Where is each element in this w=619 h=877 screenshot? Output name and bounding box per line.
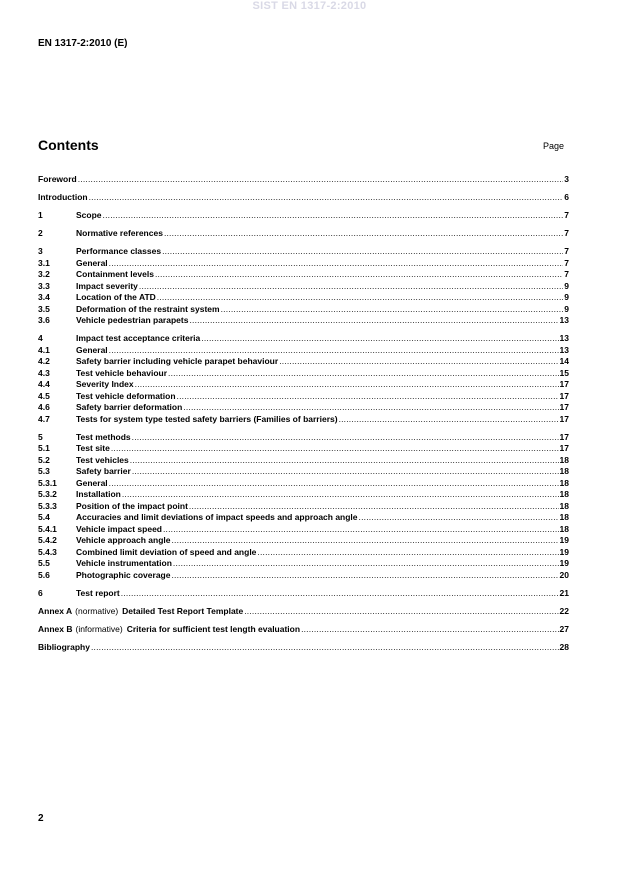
toc-entry-3-4[interactable] <box>38 292 569 304</box>
toc-number: 4 <box>38 333 43 343</box>
leader-dots <box>103 210 564 222</box>
toc-number: 5.4 <box>38 512 50 522</box>
toc-title: Performance classes <box>76 246 162 256</box>
leader-dots <box>173 558 559 570</box>
toc-title: Normative references <box>76 228 163 238</box>
toc-annex-note: (informative) <box>75 623 123 634</box>
toc-number: 6 <box>38 587 43 598</box>
document-reference: EN 1317-2:2010 (E) <box>38 38 128 49</box>
toc-page: 19 <box>559 558 569 568</box>
leader-dots <box>163 524 559 536</box>
leader-dots <box>168 368 559 380</box>
leader-dots <box>109 258 564 270</box>
toc-page: 17 <box>559 402 569 412</box>
contents-title: Contents <box>38 137 99 153</box>
toc-page: 17 <box>559 390 569 401</box>
leader-dots <box>279 356 558 368</box>
toc-page: 19 <box>559 535 569 545</box>
toc-page: 9 <box>564 303 569 314</box>
leader-dots <box>130 455 559 467</box>
toc-number: 4.4 <box>38 379 50 389</box>
toc-title: Impact test acceptance criteria <box>76 333 201 343</box>
leader-dots <box>177 391 559 403</box>
toc-page: 20 <box>559 569 569 580</box>
toc-page: 18 <box>559 500 569 511</box>
toc-entry-4-4[interactable] <box>38 379 569 391</box>
toc-number: 4.1 <box>38 344 50 355</box>
toc-entry-3-6[interactable] <box>38 315 569 327</box>
leader-dots <box>109 345 559 357</box>
page-column-label: Page <box>543 141 565 151</box>
toc-page: 18 <box>559 466 569 476</box>
toc-entry-3[interactable] <box>38 246 569 258</box>
leader-dots <box>91 642 559 654</box>
toc-entry-6[interactable] <box>38 588 569 600</box>
toc-page: 21 <box>559 587 569 598</box>
toc-page: 27 <box>559 623 569 634</box>
leader-dots <box>78 174 564 186</box>
toc-number: 5.5 <box>38 558 50 568</box>
leader-dots <box>111 443 559 455</box>
leader-dots <box>132 466 559 478</box>
toc-title: Combined limit deviation of speed and angle <box>76 546 257 557</box>
toc-title: Scope <box>76 210 102 220</box>
toc-title: Photographic coverage <box>76 569 171 580</box>
toc-page: 13 <box>559 333 569 343</box>
toc-entry-4-6[interactable] <box>38 402 569 414</box>
leader-dots <box>109 478 559 490</box>
toc-title: Introduction <box>38 192 88 202</box>
toc-number: 3.6 <box>38 315 50 325</box>
leader-dots <box>155 269 563 281</box>
toc-title: Vehicle approach angle <box>76 535 171 545</box>
leader-dots <box>171 535 558 547</box>
toc-entry-3-5[interactable] <box>38 304 569 316</box>
leader-dots <box>132 432 559 444</box>
toc-title: Criteria for sufficient test length evaluation <box>126 623 301 634</box>
toc-title: General <box>76 257 108 268</box>
toc-entry-5-4-2[interactable] <box>38 535 569 547</box>
toc-title: Position of the impact point <box>76 500 188 511</box>
toc-number: 4.3 <box>38 367 50 378</box>
toc-title: Test report <box>76 587 120 598</box>
leader-dots <box>121 588 559 600</box>
toc-number: 4.7 <box>38 413 50 424</box>
leader-dots <box>157 292 563 304</box>
table-of-contents <box>38 174 569 653</box>
toc-entry-2[interactable] <box>38 228 569 240</box>
page-number: 2 <box>38 813 44 824</box>
toc-entry-5-6[interactable] <box>38 570 569 582</box>
toc-number: 3 <box>38 246 43 256</box>
toc-page: 18 <box>559 454 569 465</box>
toc-page: 17 <box>559 379 569 389</box>
toc-entry-5-3-2[interactable] <box>38 489 569 501</box>
toc-page: 6 <box>564 192 569 202</box>
toc-page: 7 <box>564 246 569 256</box>
toc-entry-5-4[interactable] <box>38 512 569 524</box>
toc-number: 5.6 <box>38 569 50 580</box>
toc-title: Deformation of the restraint system <box>76 303 220 314</box>
toc-entry-5-4-1[interactable] <box>38 524 569 536</box>
toc-number: 5.2 <box>38 454 50 465</box>
leader-dots <box>164 228 563 240</box>
toc-entry-5-2[interactable] <box>38 455 569 467</box>
toc-page: 9 <box>564 280 569 291</box>
toc-title: Impact severity <box>76 280 138 291</box>
toc-page: 13 <box>559 315 569 325</box>
toc-page: 3 <box>564 174 569 184</box>
toc-page: 22 <box>559 605 569 616</box>
toc-page: 14 <box>559 356 569 366</box>
toc-title: Test methods <box>76 431 131 442</box>
toc-entry-4-7[interactable] <box>38 414 569 426</box>
toc-title: General <box>76 477 108 488</box>
toc-title: Tests for system type tested safety barriers (Families of barriers) <box>76 413 338 424</box>
toc-title: Safety barrier deformation <box>76 402 183 412</box>
toc-title: Test vehicle behaviour <box>76 367 168 378</box>
toc-number: 5.4.3 <box>38 546 57 557</box>
toc-page: 15 <box>559 367 569 378</box>
toc-title: Vehicle instrumentation <box>76 558 172 568</box>
leader-dots <box>189 315 558 327</box>
toc-entry-4-3[interactable] <box>38 368 569 380</box>
leader-dots <box>201 333 558 345</box>
toc-entry-4-2[interactable] <box>38 356 569 368</box>
toc-entry-annex-a[interactable] <box>38 606 569 618</box>
toc-title: Foreword <box>38 174 77 184</box>
toc-title: Test vehicle deformation <box>76 390 176 401</box>
toc-page: 17 <box>559 443 569 453</box>
leader-dots <box>301 624 558 636</box>
toc-title: Safety barrier including vehicle parapet behaviour <box>76 356 279 366</box>
toc-title: Vehicle impact speed <box>76 523 162 534</box>
toc-entry-4-5[interactable] <box>38 391 569 403</box>
toc-title: Severity Index <box>76 379 134 389</box>
toc-title: Test site <box>76 443 110 453</box>
toc-page: 7 <box>564 269 569 279</box>
toc-page: 19 <box>559 546 569 557</box>
toc-number: 3.4 <box>38 292 50 302</box>
toc-entry-introduction[interactable] <box>38 192 569 204</box>
toc-entry-5-5[interactable] <box>38 558 569 570</box>
toc-entry-5-3-3[interactable] <box>38 501 569 513</box>
toc-page: 7 <box>564 257 569 268</box>
toc-title: Containment levels <box>76 269 154 279</box>
toc-entry-3-1[interactable] <box>38 258 569 270</box>
leader-dots <box>135 379 559 391</box>
leader-dots <box>183 402 558 414</box>
toc-entry-annex-b[interactable] <box>38 624 569 636</box>
toc-page: 18 <box>559 512 569 522</box>
toc-number: 5.3.2 <box>38 489 57 499</box>
toc-entry-5-1[interactable] <box>38 443 569 455</box>
toc-page: 7 <box>564 210 569 220</box>
leader-dots <box>171 570 558 582</box>
toc-title: Bibliography <box>38 641 90 652</box>
toc-entry-foreword[interactable] <box>38 174 569 186</box>
toc-page: 18 <box>559 523 569 534</box>
toc-number: 4.5 <box>38 390 50 401</box>
toc-number: 1 <box>38 210 43 220</box>
toc-page: 9 <box>564 292 569 302</box>
toc-page: 13 <box>559 344 569 355</box>
toc-number: 5 <box>38 431 43 442</box>
toc-page: 18 <box>559 489 569 499</box>
leader-dots <box>339 414 559 426</box>
toc-annex-note: (normative) <box>75 605 119 616</box>
toc-entry-4-1[interactable] <box>38 345 569 357</box>
leader-dots <box>89 192 564 204</box>
toc-title: General <box>76 344 108 355</box>
leader-dots <box>189 501 559 513</box>
toc-entry-5-3-1[interactable] <box>38 478 569 490</box>
toc-entry-3-3[interactable] <box>38 281 569 293</box>
toc-entry-1[interactable] <box>38 210 569 222</box>
toc-page: 18 <box>559 477 569 488</box>
toc-entry-bibliography[interactable] <box>38 642 569 654</box>
toc-number: 5.4.1 <box>38 523 57 534</box>
toc-page: 17 <box>559 413 569 424</box>
toc-number: 3.5 <box>38 303 50 314</box>
toc-number: 5.4.2 <box>38 535 57 545</box>
toc-number: 5.3.3 <box>38 500 57 511</box>
toc-number: 3.1 <box>38 257 50 268</box>
toc-entry-5-3[interactable] <box>38 466 569 478</box>
toc-title: Safety barrier <box>76 466 131 476</box>
leader-dots <box>359 512 559 524</box>
toc-entry-4[interactable] <box>38 333 569 345</box>
watermark: SIST EN 1317-2:2010 <box>252 0 367 12</box>
toc-number: 4.6 <box>38 402 50 412</box>
toc-number: 4.2 <box>38 356 50 366</box>
toc-title: Accuracies and limit deviations of impact speeds and approach angle <box>76 512 358 522</box>
leader-dots <box>244 606 558 618</box>
toc-number: Annex A <box>38 605 73 616</box>
toc-entry-5[interactable] <box>38 432 569 444</box>
leader-dots <box>257 547 558 559</box>
toc-title: Installation <box>76 489 121 499</box>
leader-dots <box>221 304 564 316</box>
toc-number: 3.2 <box>38 269 50 279</box>
toc-title: Detailed Test Report Template <box>122 605 244 616</box>
toc-number: 3.3 <box>38 280 50 291</box>
toc-page: 7 <box>564 228 569 238</box>
toc-number: 2 <box>38 228 43 238</box>
toc-number: 5.3 <box>38 466 50 476</box>
toc-number: Annex B <box>38 623 73 634</box>
toc-entry-5-4-3[interactable] <box>38 547 569 559</box>
leader-dots <box>122 489 559 501</box>
toc-number: 5.1 <box>38 443 50 453</box>
toc-entry-3-2[interactable] <box>38 269 569 281</box>
toc-title: Location of the ATD <box>76 292 156 302</box>
leader-dots <box>139 281 563 293</box>
toc-title: Vehicle pedestrian parapets <box>76 315 189 325</box>
toc-title: Test vehicles <box>76 454 129 465</box>
toc-number: 5.3.1 <box>38 477 57 488</box>
toc-page: 17 <box>559 431 569 442</box>
toc-page: 28 <box>559 641 569 652</box>
leader-dots <box>162 246 563 258</box>
